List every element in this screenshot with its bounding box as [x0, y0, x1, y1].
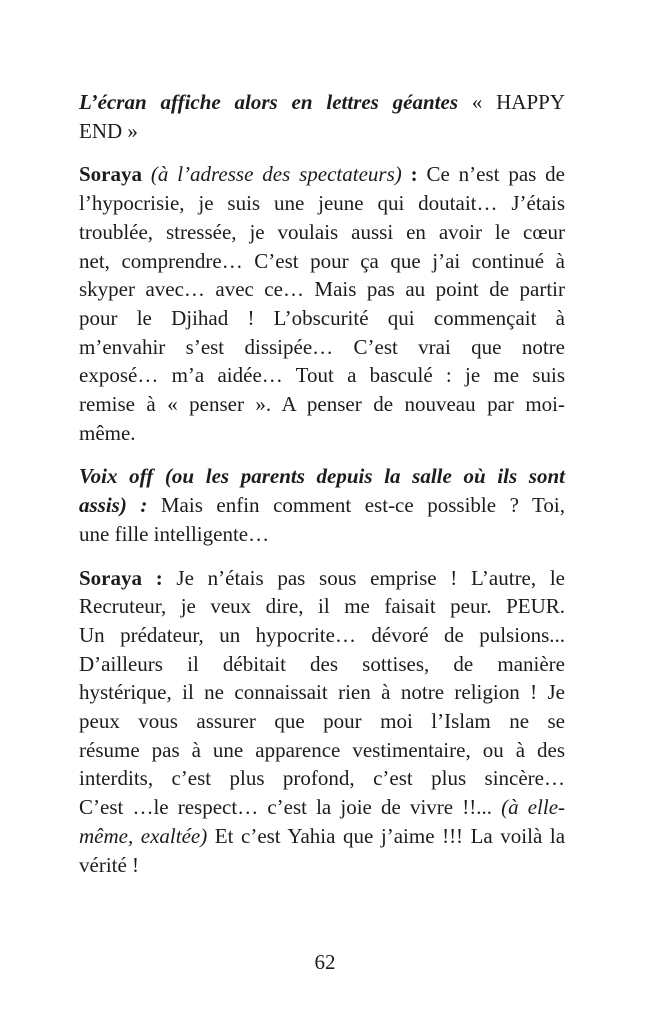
text-run: peux vous assurer que pour moi l’Islam ne se	[79, 709, 565, 734]
paragraph-voix-off-speech	[79, 462, 565, 548]
text-line	[79, 275, 565, 304]
text-run: skyper avec… avec ce… Mais pas au point de partir	[79, 277, 565, 302]
text-run: m’envahir s’est dissipée… C’est vrai que notre	[79, 334, 565, 359]
text-run: même.	[79, 420, 136, 445]
text-run: END »	[79, 118, 138, 143]
text-line	[79, 851, 565, 880]
text-line	[79, 462, 565, 491]
text-run: troublée, stressée, je voulais aussi en avoir le cœur	[79, 219, 565, 244]
page-text	[79, 88, 565, 894]
text-line	[79, 333, 565, 362]
text-run: Soraya	[79, 162, 142, 187]
text-line	[79, 361, 565, 390]
text-line	[79, 736, 565, 765]
text-run: remise à « penser ». A penser de nouveau par moi-	[79, 392, 565, 417]
text-line	[79, 678, 565, 707]
text-run: l’hypocrisie, je suis une jeune qui doutait… J’étais	[79, 191, 565, 216]
text-line	[79, 419, 565, 448]
text-line	[79, 650, 565, 679]
text-run: interdits, c’est plus profond, c’est plus sincère…	[79, 766, 565, 791]
text-run: Et c’est Yahia que j’aime !!! La voilà la	[207, 823, 566, 848]
text-run: exposé… m’a aidée… Tout a basculé : je me suis	[79, 363, 565, 388]
text-run: Je n’étais pas sous emprise ! L’autre, le	[162, 565, 565, 590]
text-line	[79, 189, 565, 218]
text-line	[79, 793, 565, 822]
text-line	[79, 117, 565, 146]
text-run: C’est …le respect… c’est la joie de vivre !!...	[79, 795, 502, 820]
text-run: une fille intelligente…	[79, 521, 270, 546]
text-run: Recruteur, je veux dire, il me faisait peur. PEUR.	[79, 594, 565, 619]
text-run: même, exaltée)	[79, 823, 208, 848]
text-run: pour le Djihad ! L’obscurité qui commençait à	[79, 305, 565, 330]
text-line	[79, 390, 565, 419]
text-run: Un prédateur, un hypocrite… dévoré de pulsions...	[79, 622, 565, 647]
text-line	[79, 592, 565, 621]
text-run	[142, 162, 151, 186]
paragraph-stage-direction-screen	[79, 88, 565, 145]
text-line	[79, 247, 565, 276]
text-line	[79, 218, 565, 247]
text-run: D’ailleurs il débitait des sottises, de manière	[79, 651, 565, 676]
text-run: Mais enfin comment est-ce possible ? Toi,	[147, 493, 565, 518]
text-line	[79, 564, 565, 593]
text-line	[79, 491, 565, 520]
text-run: résume pas à une apparence vestimentaire, ou à des	[79, 737, 565, 762]
paragraph-soraya-speech-1	[79, 160, 565, 447]
paragraph-soraya-speech-2	[79, 564, 565, 880]
text-line	[79, 88, 565, 117]
text-run: :	[401, 162, 418, 187]
text-run: (à l’adresse des spectateurs)	[150, 162, 402, 187]
text-run: assis) :	[79, 493, 148, 518]
text-line	[79, 822, 565, 851]
text-line	[79, 304, 565, 333]
text-line	[79, 764, 565, 793]
text-run: Soraya :	[79, 565, 163, 590]
text-run: « HAPPY	[458, 90, 565, 114]
text-run: (à elle-	[501, 795, 566, 820]
text-run: hystérique, il ne connaissait rien à notre religion ! Je	[79, 680, 565, 705]
text-line	[79, 160, 565, 189]
text-run: L’écran affiche alors en lettres géantes	[79, 90, 458, 114]
text-run: Voix off (ou les parents depuis la salle où ils sont	[79, 464, 565, 489]
text-line	[79, 621, 565, 650]
text-run: Ce n’est pas de	[417, 162, 566, 187]
text-line	[79, 707, 565, 736]
text-run: vérité !	[79, 852, 140, 877]
page-number: 62	[314, 950, 336, 974]
text-line	[79, 520, 565, 549]
text-run: net, comprendre… C’est pour ça que j’ai continué à	[79, 248, 565, 273]
